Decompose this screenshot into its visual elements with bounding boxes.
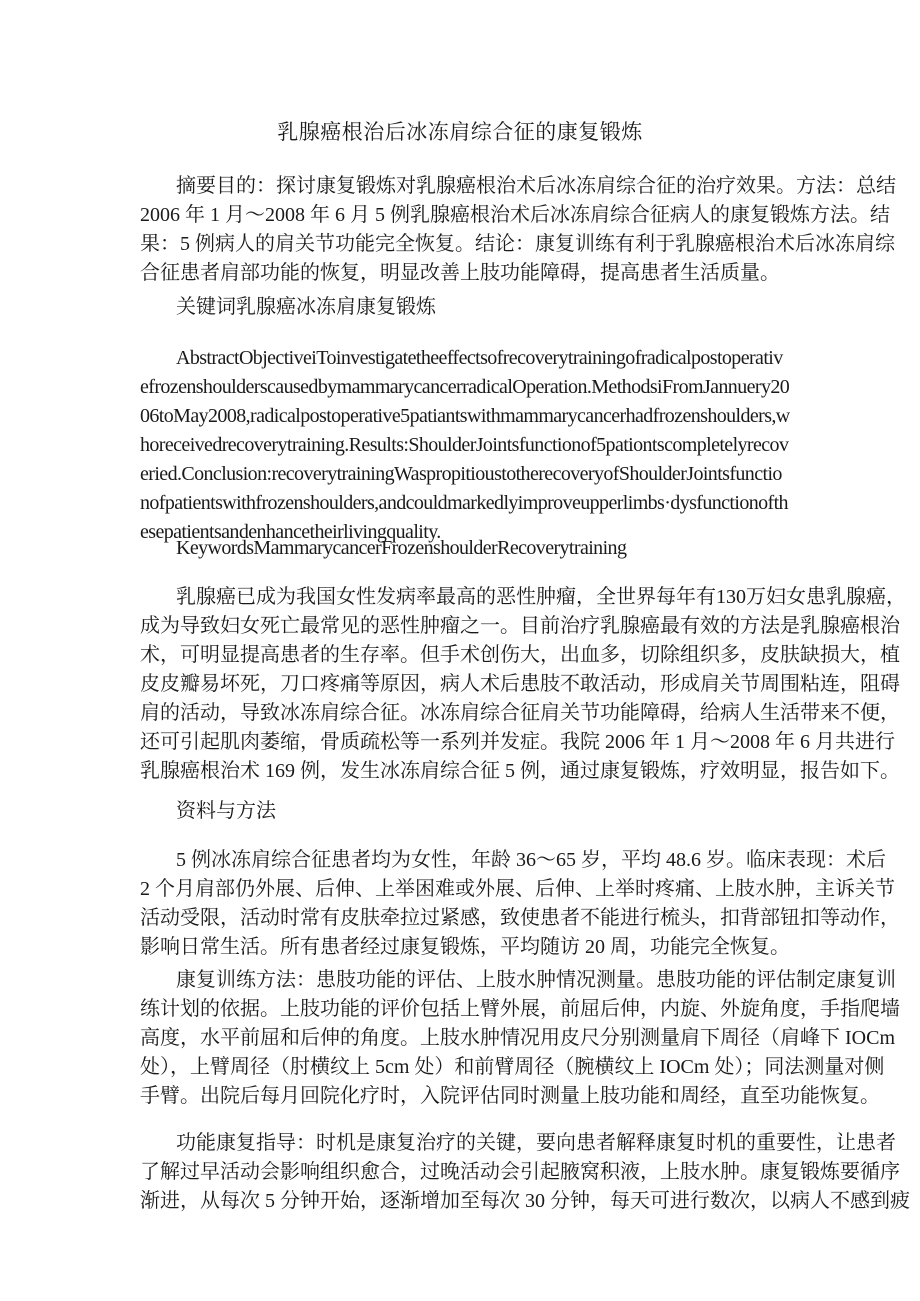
text-line: 合征患者肩部功能的恢复，明显改善上肢功能障碍，提高患者生活质量。 — [140, 262, 780, 284]
text-line: 资料与方法 — [176, 800, 276, 822]
section-heading-materials-methods — [140, 797, 791, 826]
text-line: 高度，水平前屈和后伸的角度。上肢水肿情况用皮尺分别测量肩下周径（肩峰下 IOCm — [140, 1027, 895, 1049]
text-line: 乳腺癌根治术 169 例，发生冰冻肩综合征 5 例，通过康复锻炼，疗效明显，报告如下。 — [140, 760, 900, 782]
text-line: 还可引起肌肉萎缩，骨质疏松等一系列并发症。我院 2006 年 1 月～2008 年 6 月共进行 — [140, 731, 895, 753]
abstract-chinese — [140, 172, 896, 288]
document-title: 乳腺癌根治后冰冻肩综合征的康复锻炼 — [277, 120, 643, 144]
text-line: 5 例冰冻肩综合征患者均为女性，年龄 36～65 岁，平均 48.6 岁。临床表现：术后 — [176, 849, 886, 871]
text-line: 康复训练方法：患肢功能的评估、上肢水肿情况测量。患肢功能的评估制定康复训 — [176, 969, 896, 991]
text-line: 皮皮瓣易坏死，刀口疼痛等原因，病人术后患肢不敢活动，形成肩关节周围粘连，阻碍 — [140, 673, 900, 695]
text-line: 练计划的依据。上肢功能的评价包括上臂外展，前屈后伸，内旋、外旋角度，手指爬墙 — [140, 998, 900, 1020]
text-line: nofpatientswithfrozenshoulders,andcouldmarkedlyimproveupperlimbs·dysfunctionofth — [140, 492, 788, 514]
text-line: esepatientsandenhancetheirlivingquality. — [140, 521, 441, 543]
abstract-english — [140, 344, 791, 547]
text-line: 了解过早活动会影响组织愈合，过晚活动会引起腋窝积液，上肢水肿。康复锻炼要循序 — [140, 1161, 900, 1183]
text-line: 术，可明显提高患者的生存率。但手术创伤大，出血多，切除组织多，皮肤缺损大，植 — [140, 644, 900, 666]
patients-paragraph — [140, 846, 900, 962]
text-line: 2006 年 1 月～2008 年 6 月 5 例乳腺癌根治术后冰冻肩综合征病人的康复锻炼方法。结 — [140, 204, 890, 226]
text-line: efrozenshoulderscausedbymammarycancerradicalOperation.MethodsiFromJannuery20 — [140, 376, 790, 398]
keywords-english — [140, 534, 791, 563]
text-line: 乳腺癌已成为我国女性发病率最高的恶性肿瘤，全世界每年有130万妇女患乳腺癌， — [176, 586, 906, 608]
text-line: 手臂。出院后每月回院化疗时，入院评估同时测量上肢功能和周经，直至功能恢复。 — [140, 1085, 880, 1107]
text-line: 06toMay2008,radicalpostoperative5patiantswithmammarycancerhadfrozenshoulders,w — [140, 405, 790, 427]
text-line: 活动受限，活动时常有皮肤牵拉过紧感，致使患者不能进行梳头，扣背部钮扣等动作， — [140, 907, 900, 929]
text-line: AbstractObjectiveiToinvestigatetheeffectsofrecoverytrainingofradicalpostoperativ — [176, 347, 783, 369]
training-methods-paragraph — [140, 966, 900, 1111]
text-line: 关键词乳腺癌冰冻肩康复锻炼 — [176, 296, 436, 318]
rehab-guidance-paragraph — [140, 1129, 910, 1216]
introduction-paragraph — [140, 583, 906, 786]
text-line: eried.Conclusion:recoverytrainingWaspropitioustotherecoveryofShoulderJointsfunctio — [140, 463, 782, 485]
text-line: 2 个月肩部仍外展、后伸、上举困难或外展、后伸、上举时疼痛、上肢水肿，主诉关节 — [140, 878, 895, 900]
text-line: 肩的活动，导致冰冻肩综合征。冰冻肩综合征肩关节功能障碍，给病人生活带来不便， — [140, 702, 900, 724]
text-line: 渐进，从每次 5 分钟开始，逐渐增加至每次 30 分钟，每天可进行数次，以病人不感到疲 — [140, 1190, 910, 1212]
keywords-chinese — [140, 293, 791, 322]
text-line: 功能康复指导：时机是康复治疗的关键，要向患者解释康复时机的重要性，让患者 — [176, 1132, 896, 1154]
text-line: 处），上臂周径（肘横纹上 5cm 处）和前臂周径（腕横纹上 IOCm 处）；同法测量对侧 — [140, 1056, 885, 1078]
text-line: 成为导致妇女死亡最常见的恶性肿瘤之一。目前治疗乳腺癌最有效的方法是乳腺癌根治 — [140, 615, 900, 637]
text-line: KeywordsMammarycancerFrozenshoulderRecoverytraining — [176, 537, 627, 559]
text-line: horeceivedrecoverytraining.Results:ShoulderJointsfunctionof5pationtscompletelyrecov — [140, 434, 789, 456]
text-line: 影响日常生活。所有患者经过康复锻炼，平均随访 20 周，功能完全恢复。 — [140, 936, 790, 958]
text-line: 果：5 例病人的肩关节功能完全恢复。结论：康复训练有利于乳腺癌根治术后冰冻肩综 — [140, 233, 895, 255]
text-line: 摘要目的：探讨康复锻炼对乳腺癌根治术后冰冻肩综合征的治疗效果。方法：总结 — [176, 175, 896, 197]
